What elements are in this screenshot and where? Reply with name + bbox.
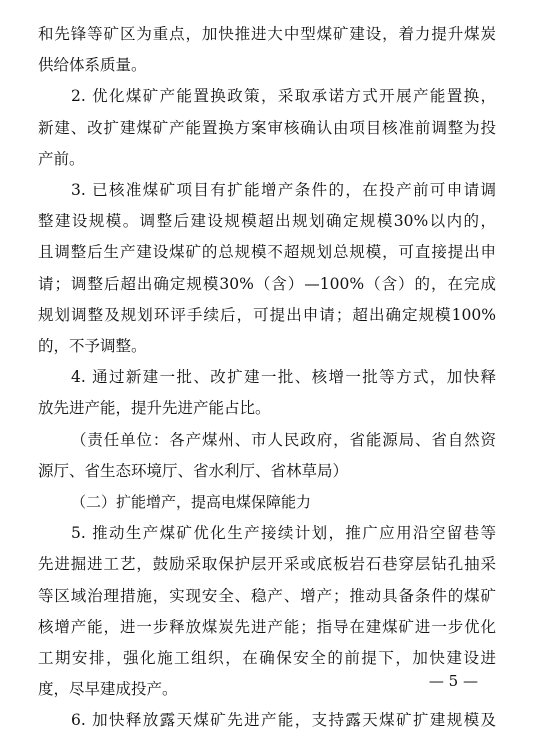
item-4-line-1: 4. 通过新建一批、改扩建一批、核增一批等方式，加快释 [71,368,496,386]
item-2-line-3: 产前。 [38,150,85,168]
item-5-line-4: 核增产能，进一步释放煤炭先进产能；指导在建煤矿进一步优化 [38,618,496,636]
text-line-paragraph-end: 供给体系质量。 [38,56,147,74]
item-3-line-3: 且调整后生产建设煤矿的总规模不超规划总规模，可直接提出申 [38,243,496,261]
responsible-units-line-2: 源厅、省生态环境厅、省水利厅、省林草局） [38,462,349,480]
item-5-line-2: 先进掘进工艺，鼓励采取保护层开采或底板岩石巷穿层钻孔抽采 [38,555,496,573]
item-3-line-1: 3. 已核准煤矿项目有扩能增产条件的，在投产前可申请调 [71,181,496,199]
item-2-line-2: 新建、改扩建煤矿产能置换方案审核确认由项目核准前调整为投 [38,119,496,137]
item-3-line-4: 请；调整后超出确定规模30%（含）—100%（含）的，在完成 [38,275,496,293]
item-3-line-5: 规划调整及规划环评手续后，可提出申请；超出确定规模100% [38,306,496,324]
text-line-continuation: 和先锋等矿区为重点，加快推进大中型煤矿建设，着力提升煤炭 [38,25,496,43]
item-3-line-2: 整建设规模。调整后建设规模超出规划确定规模30%以内的， [38,212,496,230]
item-2-line-1: 2. 优化煤矿产能置换政策，采取承诺方式开展产能置换， [71,87,496,105]
item-4-line-2: 放先进产能，提升先进产能占比。 [38,399,271,417]
item-5-line-3: 等区域治理措施，实现安全、稳产、增产；推动具备条件的煤矿 [38,587,496,605]
item-5-line-1: 5. 推动生产煤矿优化生产接续计划，推广应用沿空留巷等 [71,524,496,542]
item-6-line-1: 6. 加快释放露天煤矿先进产能，支持露天煤矿扩建规模及 [71,711,496,729]
item-5-line-5: 工期安排，强化施工组织，在确保安全的前提下，加快建设进 [38,649,496,667]
page-number: — 5 — [428,672,478,690]
item-3-line-6: 的，不予调整。 [38,337,147,355]
item-5-line-6: 度，尽早建成投产。 [38,680,178,698]
responsible-units-line-1: （责任单位：各产煤州、市人民政府，省能源局、省自然资 [71,431,496,449]
section-heading: （二）扩能增产，提高电煤保障能力 [71,493,312,511]
